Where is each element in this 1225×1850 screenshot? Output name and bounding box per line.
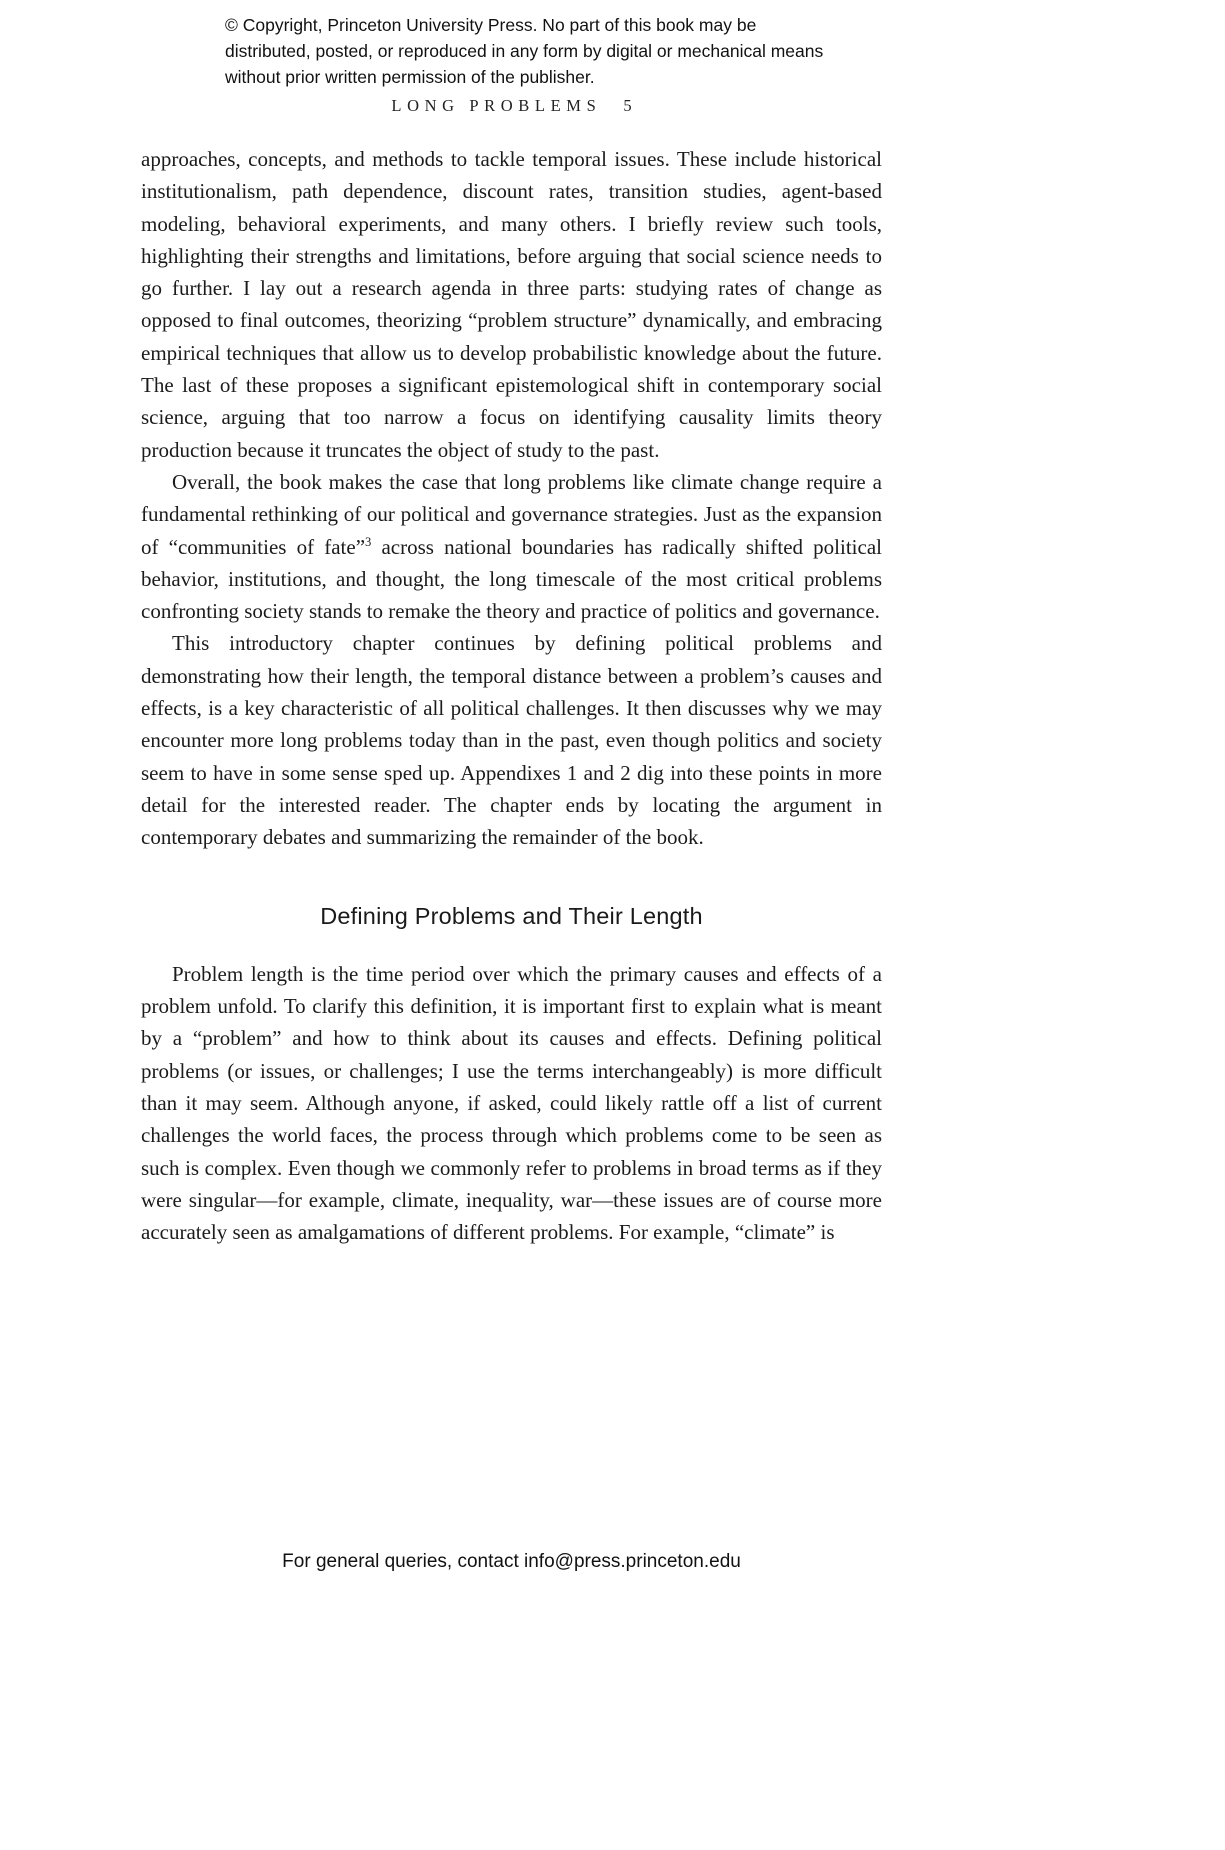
paragraph-continuation: approaches, concepts, and methods to tackle temporal issues. These include historical institutionalism, path dependence, discount rates, transition studies, agent-based modeling, behavioral experiments, and many others. I briefly review such tools, highlighting their strengths and limitations, before arguing that social science needs to go further. I lay out a research agenda in three parts: studying rates of change as opposed to final outcomes, theorizing “problem structure” dynamically, and embracing empirical techniques that allow us to develop probabilistic knowledge about the future. The last of these proposes a significant epistemological shift in contemporary social science, arguing that too narrow a focus on identifying causality limits theory production because it truncates the object of study to the past. bbox=[141, 147, 882, 462]
body-text-column bbox=[141, 143, 882, 1249]
footer-contact-line: For general queries, contact info@press.princeton.edu bbox=[282, 1551, 741, 1572]
paragraph-overall-text-2: across national boundaries has radically shifted political behavior, institutions, and thought, the long timescale of the most critical problems confronting society stands to remake the theory and practice of politics and governance. bbox=[141, 534, 882, 624]
running-head-title: LONG PROBLEMS bbox=[391, 96, 602, 115]
copyright-notice: © Copyright, Princeton University Press. No part of this book may be distributed, posted, or reproduced in any form by digital or mechanical means without prior written permission of the publisher. bbox=[225, 15, 824, 87]
section-heading: Defining Problems and Their Length bbox=[320, 902, 703, 929]
paragraph-problem-length: Problem length is the time period over which the primary causes and effects of a problem unfold. To clarify this definition, it is important first to explain what is meant by a “problem” and how to think about its causes and effects. Defining political problems (or issues, or challenges; I use the terms interchangeably) is more difficult than it may seem. Although anyone, if asked, could likely rattle off a list of current challenges the world faces, the process through which problems come to be seen as such is complex. Even though we commonly refer to problems in broad terms as if they were singular—for example, climate, inequality, war—these issues are of course more accurately seen as amalgamations of different problems. For example, “climate” is bbox=[141, 961, 882, 1245]
footnote-reference-3: 3 bbox=[365, 534, 372, 549]
paragraph-overall-text-1: Overall, the book makes the case that long problems like climate change require a fundamental rethinking of our political and governance strategies. Just as the expansion of “communities of fate” bbox=[141, 469, 882, 559]
running-head bbox=[141, 96, 882, 116]
page-number: 5 bbox=[623, 96, 632, 115]
paragraph-overall bbox=[141, 466, 882, 627]
paragraph-chapter-outline: This introductory chapter continues by defining political problems and demonstrating how their length, the temporal distance between a problem’s causes and effects, is a key characteristic of all political challenges. It then discusses why we may encounter more long problems today than in the past, even though politics and society seem to have in some sense sped up. Appendixes 1 and 2 dig into these points in more detail for the interested reader. The chapter ends by locating the argument in contemporary debates and summarizing the remainder of the book. bbox=[141, 631, 882, 850]
